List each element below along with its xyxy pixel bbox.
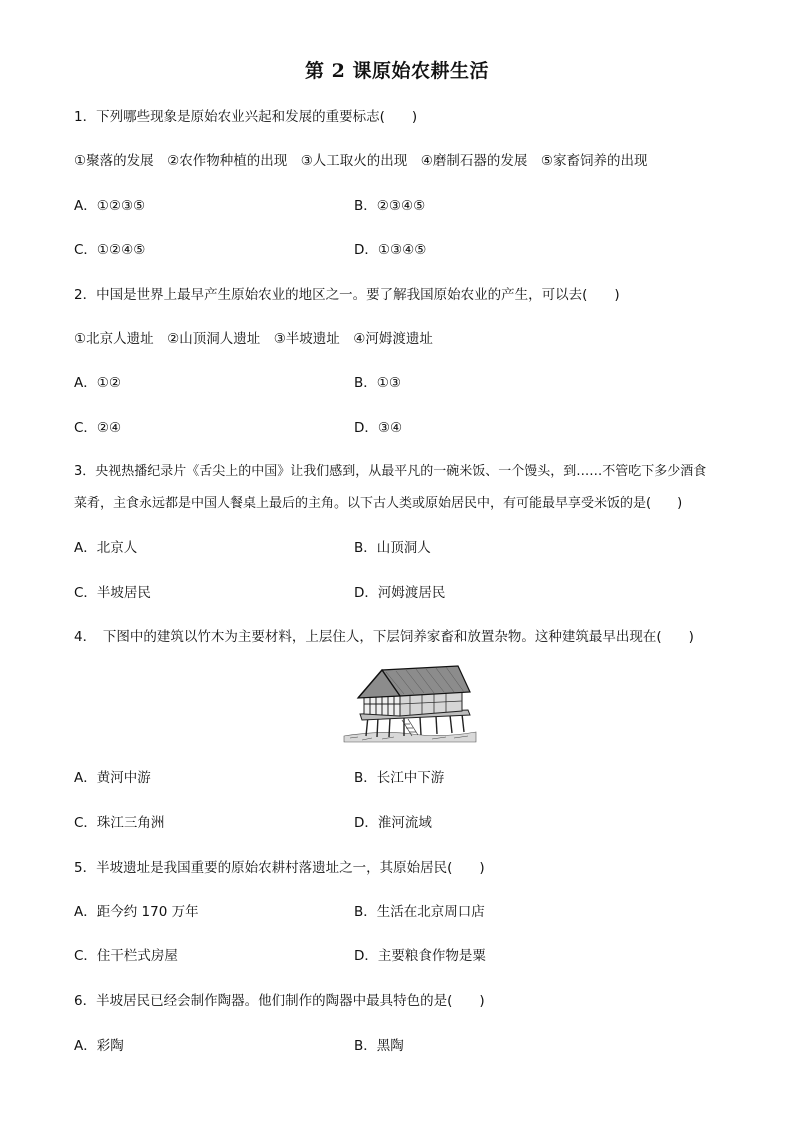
question-6-stem: 6．半坡居民已经会制作陶器。他们制作的陶器中最具特色的是( )	[74, 993, 485, 1009]
question-1-option-c: C．①②④⑤	[74, 242, 146, 258]
question-1-option-b: B．②③④⑤	[354, 198, 426, 214]
question-1-option-a: A．①②③⑤	[74, 198, 146, 214]
question-4-option-b: B．长江中下游	[354, 770, 445, 786]
question-3-option-c: C．半坡居民	[74, 585, 151, 601]
question-4-option-d: D．淮河流域	[354, 815, 432, 831]
question-5-option-c: C．住干栏式房屋	[74, 948, 178, 964]
question-5-option-a: A．距今约 170 万年	[74, 904, 199, 920]
question-2-option-b: B．①③	[354, 375, 401, 391]
question-4-option-a: A．黄河中游	[74, 770, 151, 786]
stilt-house-illustration	[342, 664, 478, 744]
question-2-stem: 2．中国是世界上最早产生原始农业的地区之一。要了解我国原始农业的产生，可以去( )	[74, 287, 620, 303]
question-5-option-d: D．主要粮食作物是粟	[354, 948, 486, 964]
question-3-stem-line-2: 菜肴，主食永远都是中国人餐桌上最后的主角。以下古人类或原始居民中，有可能最早享受米饭的是( )	[74, 496, 683, 511]
question-5-stem: 5．半坡遗址是我国重要的原始农耕村落遗址之一，其原始居民( )	[74, 860, 485, 876]
question-2-items: ①北京人遗址 ②山顶洞人遗址 ③半坡遗址 ④河姆渡遗址	[74, 331, 433, 347]
question-1-stem: 1．下列哪些现象是原始农业兴起和发展的重要标志( )	[74, 109, 418, 125]
page-title: 第 2 课原始农耕生活	[305, 60, 489, 82]
question-5-option-b: B．生活在北京周口店	[354, 904, 485, 920]
question-3-stem-line-1: 3．央视热播纪录片《舌尖上的中国》让我们感到，从最平凡的一碗米饭、一个馒头，到……不管吃下多少酒食	[74, 464, 707, 479]
question-6-option-b: B．黑陶	[354, 1038, 404, 1054]
question-3-option-a: A．北京人	[74, 540, 138, 556]
question-4-stem: 4． 下图中的建筑以竹木为主要材料，上层住人，下层饲养家畜和放置杂物。这种建筑最早出现在( )	[74, 629, 694, 645]
question-3-option-d: D．河姆渡居民	[354, 585, 446, 601]
question-4-option-c: C．珠江三角洲	[74, 815, 165, 831]
question-2-option-d: D．③④	[354, 420, 403, 436]
question-3-option-b: B．山顶洞人	[354, 540, 431, 556]
question-6-option-a: A．彩陶	[74, 1038, 124, 1054]
question-2-option-c: C．②④	[74, 420, 122, 436]
question-1-option-d: D．①③④⑤	[354, 242, 427, 258]
question-2-option-a: A．①②	[74, 375, 121, 391]
stilt-house-icon	[342, 664, 478, 744]
question-1-items: ①聚落的发展 ②农作物种植的出现 ③人工取火的出现 ④磨制石器的发展 ⑤家畜饲养的出现	[74, 153, 648, 169]
